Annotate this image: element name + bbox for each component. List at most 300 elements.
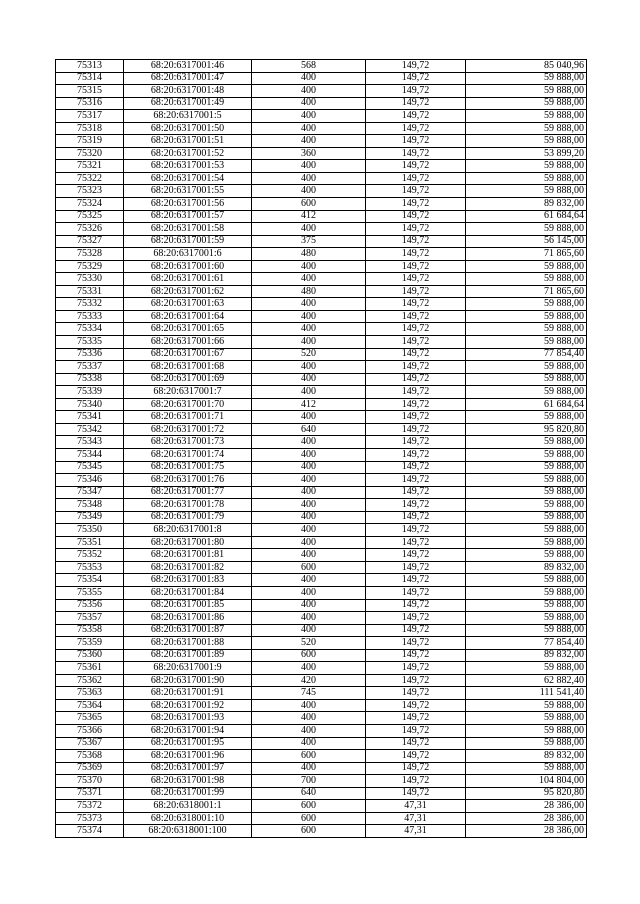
cell-cadastral-number: 68:20:6317001:86 — [124, 612, 252, 625]
cell-amount: 59 888,00 — [466, 72, 587, 85]
cell-area: 700 — [252, 775, 366, 788]
table-row — [56, 674, 587, 687]
cell-cadastral-number: 68:20:6317001:66 — [124, 336, 252, 349]
cell-number: 75327 — [56, 235, 124, 248]
table-row — [56, 662, 587, 675]
cell-number: 75316 — [56, 97, 124, 110]
table-row — [56, 310, 587, 323]
cell-area: 400 — [252, 386, 366, 399]
cell-number: 75325 — [56, 210, 124, 223]
cell-rate: 149,72 — [366, 198, 466, 211]
cell-area: 400 — [252, 373, 366, 386]
cell-amount: 95 820,80 — [466, 787, 587, 800]
cell-rate: 149,72 — [366, 612, 466, 625]
cell-amount: 59 888,00 — [466, 536, 587, 549]
table-row — [56, 373, 587, 386]
cell-number: 75313 — [56, 60, 124, 73]
cell-area: 400 — [252, 737, 366, 750]
cell-amount: 59 888,00 — [466, 260, 587, 273]
cell-cadastral-number: 68:20:6317001:75 — [124, 461, 252, 474]
table-row — [56, 210, 587, 223]
cell-cadastral-number: 68:20:6317001:51 — [124, 135, 252, 148]
cell-rate: 149,72 — [366, 599, 466, 612]
cell-number: 75320 — [56, 147, 124, 160]
table-row — [56, 549, 587, 562]
cell-number: 75368 — [56, 750, 124, 763]
cell-rate: 149,72 — [366, 97, 466, 110]
cell-rate: 149,72 — [366, 135, 466, 148]
table-row — [56, 273, 587, 286]
cell-amount: 59 888,00 — [466, 310, 587, 323]
table-row — [56, 511, 587, 524]
cell-amount: 59 888,00 — [466, 474, 587, 487]
cell-area: 400 — [252, 72, 366, 85]
cell-number: 75374 — [56, 825, 124, 838]
table-row — [56, 637, 587, 650]
cell-amount: 28 386,00 — [466, 812, 587, 825]
cell-amount: 59 888,00 — [466, 361, 587, 374]
cell-number: 75343 — [56, 436, 124, 449]
cell-rate: 149,72 — [366, 499, 466, 512]
cell-number: 75367 — [56, 737, 124, 750]
cell-rate: 47,31 — [366, 812, 466, 825]
cell-cadastral-number: 68:20:6317001:70 — [124, 398, 252, 411]
cell-amount: 28 386,00 — [466, 800, 587, 813]
cell-rate: 149,72 — [366, 775, 466, 788]
cell-number: 75359 — [56, 637, 124, 650]
cell-area: 400 — [252, 511, 366, 524]
cell-cadastral-number: 68:20:6317001:60 — [124, 260, 252, 273]
cell-cadastral-number: 68:20:6317001:90 — [124, 674, 252, 687]
cell-cadastral-number: 68:20:6317001:9 — [124, 662, 252, 675]
cell-cadastral-number: 68:20:6317001:5 — [124, 110, 252, 123]
cell-amount: 59 888,00 — [466, 160, 587, 173]
cell-rate: 149,72 — [366, 373, 466, 386]
cell-area: 360 — [252, 147, 366, 160]
table-row — [56, 235, 587, 248]
cell-amount: 62 882,40 — [466, 674, 587, 687]
cell-number: 75317 — [56, 110, 124, 123]
table-row — [56, 185, 587, 198]
cell-cadastral-number: 68:20:6317001:73 — [124, 436, 252, 449]
cell-number: 75362 — [56, 674, 124, 687]
cell-rate: 149,72 — [366, 60, 466, 73]
cell-area: 400 — [252, 624, 366, 637]
cell-cadastral-number: 68:20:6317001:71 — [124, 411, 252, 424]
cell-cadastral-number: 68:20:6317001:57 — [124, 210, 252, 223]
cell-area: 600 — [252, 812, 366, 825]
cell-rate: 149,72 — [366, 687, 466, 700]
cell-number: 75318 — [56, 122, 124, 135]
cell-cadastral-number: 68:20:6317001:77 — [124, 486, 252, 499]
table-body — [56, 60, 587, 838]
cell-number: 75337 — [56, 361, 124, 374]
cell-amount: 59 888,00 — [466, 448, 587, 461]
cell-area: 640 — [252, 787, 366, 800]
table-row — [56, 411, 587, 424]
cell-area: 600 — [252, 561, 366, 574]
cell-area: 400 — [252, 612, 366, 625]
cell-area: 400 — [252, 574, 366, 587]
cell-amount: 89 832,00 — [466, 198, 587, 211]
cell-rate: 149,72 — [366, 310, 466, 323]
cell-amount: 59 888,00 — [466, 712, 587, 725]
cell-rate: 149,72 — [366, 423, 466, 436]
cell-number: 75373 — [56, 812, 124, 825]
cell-cadastral-number: 68:20:6317001:92 — [124, 699, 252, 712]
cell-number: 75361 — [56, 662, 124, 675]
cell-number: 75351 — [56, 536, 124, 549]
cell-area: 400 — [252, 122, 366, 135]
cell-number: 75319 — [56, 135, 124, 148]
cell-number: 75358 — [56, 624, 124, 637]
cell-amount: 59 888,00 — [466, 486, 587, 499]
cell-number: 75322 — [56, 172, 124, 185]
cell-rate: 149,72 — [366, 536, 466, 549]
cell-amount: 59 888,00 — [466, 549, 587, 562]
table-row — [56, 323, 587, 336]
cell-amount: 104 804,00 — [466, 775, 587, 788]
cell-rate: 149,72 — [366, 524, 466, 537]
cell-number: 75372 — [56, 800, 124, 813]
cell-area: 420 — [252, 674, 366, 687]
cell-amount: 59 888,00 — [466, 97, 587, 110]
cell-cadastral-number: 68:20:6317001:65 — [124, 323, 252, 336]
cell-cadastral-number: 68:20:6317001:94 — [124, 724, 252, 737]
cell-cadastral-number: 68:20:6317001:81 — [124, 549, 252, 562]
cell-cadastral-number: 68:20:6317001:98 — [124, 775, 252, 788]
cell-area: 400 — [252, 273, 366, 286]
cell-cadastral-number: 68:20:6317001:63 — [124, 298, 252, 311]
cell-rate: 149,72 — [366, 223, 466, 236]
table-row — [56, 172, 587, 185]
cell-rate: 149,72 — [366, 699, 466, 712]
cell-cadastral-number: 68:20:6317001:56 — [124, 198, 252, 211]
cell-number: 75336 — [56, 348, 124, 361]
cell-rate: 149,72 — [366, 486, 466, 499]
table-row — [56, 524, 587, 537]
table-row — [56, 762, 587, 775]
table-row — [56, 298, 587, 311]
cell-amount: 59 888,00 — [466, 135, 587, 148]
cell-amount: 77 854,40 — [466, 637, 587, 650]
cell-cadastral-number: 68:20:6317001:91 — [124, 687, 252, 700]
cell-amount: 59 888,00 — [466, 336, 587, 349]
cell-number: 75344 — [56, 448, 124, 461]
cell-amount: 59 888,00 — [466, 373, 587, 386]
cell-amount: 53 899,20 — [466, 147, 587, 160]
cell-cadastral-number: 68:20:6317001:46 — [124, 60, 252, 73]
table-row — [56, 436, 587, 449]
cell-rate: 149,72 — [366, 386, 466, 399]
table-row — [56, 624, 587, 637]
cell-number: 75357 — [56, 612, 124, 625]
cell-area: 520 — [252, 348, 366, 361]
table-row — [56, 72, 587, 85]
cell-amount: 59 888,00 — [466, 574, 587, 587]
cell-area: 400 — [252, 448, 366, 461]
cell-area: 400 — [252, 436, 366, 449]
cell-cadastral-number: 68:20:6317001:8 — [124, 524, 252, 537]
cell-amount: 28 386,00 — [466, 825, 587, 838]
cell-area: 568 — [252, 60, 366, 73]
cell-cadastral-number: 68:20:6317001:54 — [124, 172, 252, 185]
cell-amount: 59 888,00 — [466, 524, 587, 537]
cell-rate: 149,72 — [366, 260, 466, 273]
cell-area: 400 — [252, 323, 366, 336]
cell-area: 480 — [252, 285, 366, 298]
cell-area: 412 — [252, 210, 366, 223]
cell-rate: 149,72 — [366, 436, 466, 449]
table-row — [56, 800, 587, 813]
cell-rate: 149,72 — [366, 649, 466, 662]
cell-cadastral-number: 68:20:6317001:6 — [124, 248, 252, 261]
cell-rate: 149,72 — [366, 210, 466, 223]
cell-area: 400 — [252, 361, 366, 374]
cell-number: 75364 — [56, 699, 124, 712]
cell-cadastral-number: 68:20:6317001:99 — [124, 787, 252, 800]
cell-area: 400 — [252, 536, 366, 549]
cell-amount: 95 820,80 — [466, 423, 587, 436]
cell-amount: 59 888,00 — [466, 298, 587, 311]
table-row — [56, 248, 587, 261]
cell-rate: 149,72 — [366, 461, 466, 474]
cell-number: 75326 — [56, 223, 124, 236]
cell-rate: 149,72 — [366, 110, 466, 123]
cell-cadastral-number: 68:20:6318001:1 — [124, 800, 252, 813]
table-row — [56, 499, 587, 512]
cell-area: 375 — [252, 235, 366, 248]
cell-number: 75348 — [56, 499, 124, 512]
cell-amount: 59 888,00 — [466, 762, 587, 775]
table-row — [56, 750, 587, 763]
cell-rate: 149,72 — [366, 398, 466, 411]
cell-area: 400 — [252, 724, 366, 737]
cell-cadastral-number: 68:20:6317001:72 — [124, 423, 252, 436]
cell-cadastral-number: 68:20:6317001:78 — [124, 499, 252, 512]
cell-number: 75341 — [56, 411, 124, 424]
table-row — [56, 423, 587, 436]
cell-number: 75366 — [56, 724, 124, 737]
cell-area: 400 — [252, 110, 366, 123]
table-row — [56, 687, 587, 700]
cell-cadastral-number: 68:20:6317001:82 — [124, 561, 252, 574]
cell-cadastral-number: 68:20:6317001:88 — [124, 637, 252, 650]
cell-rate: 149,72 — [366, 474, 466, 487]
cell-amount: 61 684,64 — [466, 210, 587, 223]
cell-area: 400 — [252, 599, 366, 612]
cell-amount: 59 888,00 — [466, 599, 587, 612]
cell-amount: 59 888,00 — [466, 662, 587, 675]
cell-area: 400 — [252, 549, 366, 562]
cell-area: 400 — [252, 223, 366, 236]
cell-cadastral-number: 68:20:6317001:85 — [124, 599, 252, 612]
table-row — [56, 336, 587, 349]
cell-cadastral-number: 68:20:6317001:7 — [124, 386, 252, 399]
cell-number: 75321 — [56, 160, 124, 173]
cell-cadastral-number: 68:20:6317001:62 — [124, 285, 252, 298]
table-row — [56, 586, 587, 599]
cell-number: 75355 — [56, 586, 124, 599]
cell-amount: 89 832,00 — [466, 649, 587, 662]
cell-number: 75352 — [56, 549, 124, 562]
cell-rate: 149,72 — [366, 662, 466, 675]
cell-amount: 59 888,00 — [466, 511, 587, 524]
cell-area: 400 — [252, 712, 366, 725]
table-row — [56, 699, 587, 712]
cell-amount: 89 832,00 — [466, 561, 587, 574]
cell-cadastral-number: 68:20:6317001:50 — [124, 122, 252, 135]
table-row — [56, 787, 587, 800]
cell-rate: 149,72 — [366, 737, 466, 750]
cell-area: 480 — [252, 248, 366, 261]
table-row — [56, 775, 587, 788]
cell-amount: 59 888,00 — [466, 737, 587, 750]
cell-rate: 149,72 — [366, 724, 466, 737]
cell-rate: 149,72 — [366, 637, 466, 650]
cell-amount: 59 888,00 — [466, 85, 587, 98]
table-row — [56, 812, 587, 825]
table-row — [56, 724, 587, 737]
table-row — [56, 198, 587, 211]
cell-rate: 149,72 — [366, 361, 466, 374]
cell-cadastral-number: 68:20:6317001:58 — [124, 223, 252, 236]
cell-number: 75340 — [56, 398, 124, 411]
cell-cadastral-number: 68:20:6317001:53 — [124, 160, 252, 173]
cell-number: 75356 — [56, 599, 124, 612]
table-row — [56, 486, 587, 499]
cell-rate: 149,72 — [366, 750, 466, 763]
cell-amount: 59 888,00 — [466, 612, 587, 625]
cell-number: 75328 — [56, 248, 124, 261]
cell-rate: 149,72 — [366, 549, 466, 562]
cell-cadastral-number: 68:20:6317001:64 — [124, 310, 252, 323]
table-row — [56, 122, 587, 135]
table-row — [56, 147, 587, 160]
cell-area: 400 — [252, 699, 366, 712]
cell-area: 400 — [252, 97, 366, 110]
table-row — [56, 649, 587, 662]
cell-rate: 149,72 — [366, 72, 466, 85]
cell-area: 745 — [252, 687, 366, 700]
cell-amount: 59 888,00 — [466, 172, 587, 185]
cell-rate: 149,72 — [366, 298, 466, 311]
cell-rate: 149,72 — [366, 160, 466, 173]
cell-area: 400 — [252, 260, 366, 273]
cell-number: 75349 — [56, 511, 124, 524]
cell-amount: 59 888,00 — [466, 461, 587, 474]
cell-area: 400 — [252, 185, 366, 198]
cell-cadastral-number: 68:20:6317001:83 — [124, 574, 252, 587]
cell-amount: 59 888,00 — [466, 185, 587, 198]
cell-cadastral-number: 68:20:6317001:49 — [124, 97, 252, 110]
cell-rate: 149,72 — [366, 122, 466, 135]
cell-cadastral-number: 68:20:6317001:67 — [124, 348, 252, 361]
cell-amount: 111 541,40 — [466, 687, 587, 700]
cell-area: 400 — [252, 524, 366, 537]
cell-area: 400 — [252, 662, 366, 675]
cell-area: 400 — [252, 336, 366, 349]
table-row — [56, 737, 587, 750]
cell-number: 75350 — [56, 524, 124, 537]
cell-number: 75346 — [56, 474, 124, 487]
cell-rate: 47,31 — [366, 825, 466, 838]
cell-area: 400 — [252, 461, 366, 474]
cell-cadastral-number: 68:20:6317001:74 — [124, 448, 252, 461]
cell-number: 75369 — [56, 762, 124, 775]
cell-amount: 89 832,00 — [466, 750, 587, 763]
table-row — [56, 561, 587, 574]
cell-number: 75333 — [56, 310, 124, 323]
cell-rate: 149,72 — [366, 336, 466, 349]
cell-amount: 59 888,00 — [466, 110, 587, 123]
cell-area: 400 — [252, 586, 366, 599]
cell-cadastral-number: 68:20:6317001:61 — [124, 273, 252, 286]
table-row — [56, 285, 587, 298]
cell-number: 75371 — [56, 787, 124, 800]
cell-amount: 59 888,00 — [466, 586, 587, 599]
cell-area: 600 — [252, 825, 366, 838]
cell-rate: 149,72 — [366, 285, 466, 298]
cell-area: 600 — [252, 649, 366, 662]
cell-number: 75342 — [56, 423, 124, 436]
table-row — [56, 110, 587, 123]
cell-cadastral-number: 68:20:6317001:84 — [124, 586, 252, 599]
cell-area: 600 — [252, 198, 366, 211]
table-row — [56, 85, 587, 98]
cell-number: 75323 — [56, 185, 124, 198]
table-row — [56, 599, 587, 612]
cell-rate: 149,72 — [366, 574, 466, 587]
cell-area: 400 — [252, 310, 366, 323]
table-row — [56, 448, 587, 461]
cell-cadastral-number: 68:20:6317001:59 — [124, 235, 252, 248]
table-row — [56, 348, 587, 361]
cell-rate: 149,72 — [366, 787, 466, 800]
cell-rate: 149,72 — [366, 348, 466, 361]
cell-amount: 59 888,00 — [466, 386, 587, 399]
cell-cadastral-number: 68:20:6317001:55 — [124, 185, 252, 198]
table-row — [56, 160, 587, 173]
table-row — [56, 612, 587, 625]
cell-cadastral-number: 68:20:6317001:52 — [124, 147, 252, 160]
cell-number: 75314 — [56, 72, 124, 85]
cell-cadastral-number: 68:20:6317001:47 — [124, 72, 252, 85]
cell-area: 400 — [252, 298, 366, 311]
cell-rate: 149,72 — [366, 624, 466, 637]
cell-rate: 149,72 — [366, 586, 466, 599]
table-row — [56, 223, 587, 236]
cell-cadastral-number: 68:20:6317001:80 — [124, 536, 252, 549]
cell-amount: 59 888,00 — [466, 436, 587, 449]
cell-rate: 149,72 — [366, 85, 466, 98]
cell-rate: 149,72 — [366, 762, 466, 775]
cell-area: 400 — [252, 135, 366, 148]
cell-number: 75365 — [56, 712, 124, 725]
table-row — [56, 536, 587, 549]
cell-cadastral-number: 68:20:6317001:76 — [124, 474, 252, 487]
cell-cadastral-number: 68:20:6317001:68 — [124, 361, 252, 374]
cell-rate: 149,72 — [366, 712, 466, 725]
table-row — [56, 398, 587, 411]
cell-amount: 59 888,00 — [466, 223, 587, 236]
cell-rate: 149,72 — [366, 172, 466, 185]
table-row — [56, 712, 587, 725]
cell-cadastral-number: 68:20:6318001:10 — [124, 812, 252, 825]
cell-rate: 149,72 — [366, 323, 466, 336]
cell-number: 75354 — [56, 574, 124, 587]
cell-number: 75332 — [56, 298, 124, 311]
